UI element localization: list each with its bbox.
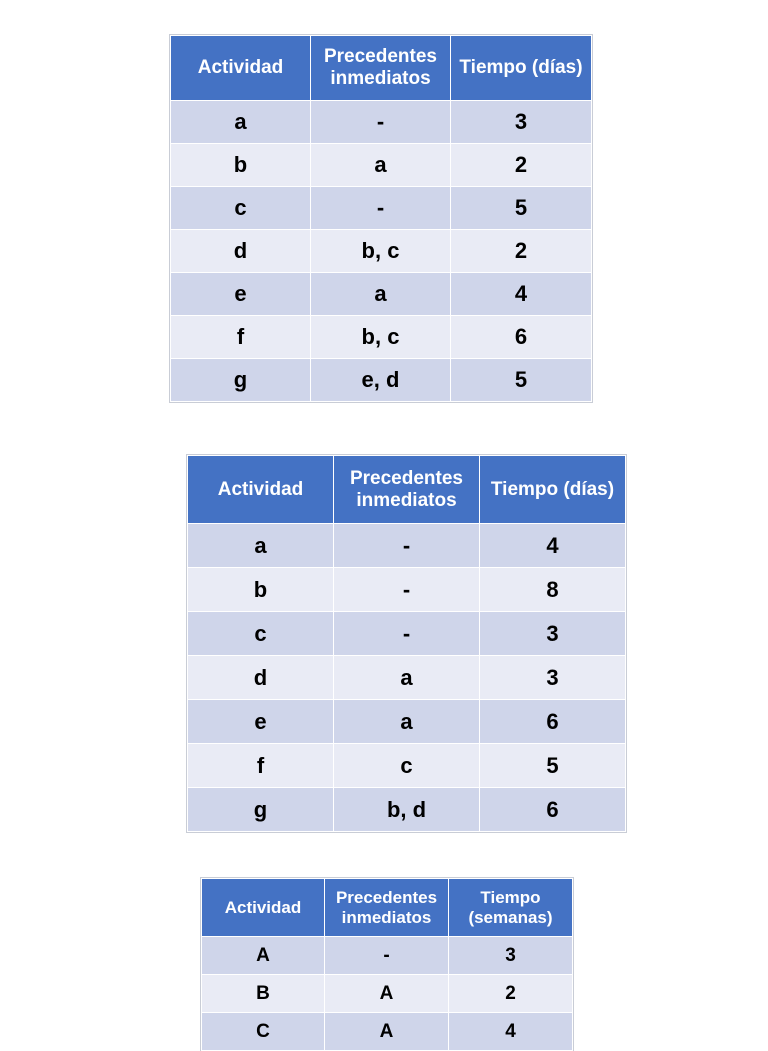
table-row — [188, 524, 626, 568]
cell-actividad: d — [188, 656, 334, 700]
table-row — [202, 937, 573, 975]
cell-actividad: g — [188, 788, 334, 832]
cell-precedentes: a — [334, 656, 480, 700]
cell-actividad: d — [171, 230, 311, 273]
cell-precedentes: e, d — [311, 359, 451, 402]
cell-actividad: f — [188, 744, 334, 788]
cell-precedentes: a — [311, 273, 451, 316]
cell-tiempo: 2 — [449, 975, 573, 1013]
activity-table-1 — [170, 35, 592, 402]
cell-tiempo: 2 — [451, 230, 592, 273]
column-header-actividad: Actividad — [188, 456, 334, 524]
table-row — [188, 788, 626, 832]
cell-actividad: e — [171, 273, 311, 316]
column-header-tiempo: Tiempo (semanas) — [449, 879, 573, 937]
cell-tiempo: 8 — [480, 568, 626, 612]
cell-tiempo: 4 — [451, 273, 592, 316]
cell-tiempo: 6 — [480, 700, 626, 744]
cell-tiempo: 3 — [451, 101, 592, 144]
table-row — [171, 187, 592, 230]
cell-actividad: a — [188, 524, 334, 568]
table-row — [171, 273, 592, 316]
cell-tiempo: 3 — [480, 612, 626, 656]
column-header-actividad: Actividad — [171, 36, 311, 101]
table-body — [188, 524, 626, 832]
cell-actividad: A — [202, 937, 325, 975]
cell-precedentes: - — [311, 101, 451, 144]
table-row — [188, 744, 626, 788]
cell-precedentes: - — [325, 937, 449, 975]
table-row — [171, 316, 592, 359]
cell-precedentes: A — [325, 975, 449, 1013]
cell-tiempo: 2 — [451, 144, 592, 187]
column-header-precedentes: Precedentes inmediatos — [311, 36, 451, 101]
cell-tiempo: 6 — [451, 316, 592, 359]
column-header-actividad: Actividad — [202, 879, 325, 937]
table-row — [171, 230, 592, 273]
cell-actividad: b — [188, 568, 334, 612]
cell-precedentes: - — [311, 187, 451, 230]
table-row — [188, 612, 626, 656]
cell-actividad: a — [171, 101, 311, 144]
cell-tiempo: 6 — [480, 788, 626, 832]
table-row — [171, 359, 592, 402]
column-header-precedentes: Precedentes inmediatos — [325, 879, 449, 937]
cell-actividad: c — [188, 612, 334, 656]
cell-actividad: f — [171, 316, 311, 359]
cell-actividad: c — [171, 187, 311, 230]
table-row — [171, 144, 592, 187]
table-row — [188, 656, 626, 700]
activity-table-2 — [187, 455, 626, 832]
table-body — [171, 101, 592, 402]
column-header-tiempo: Tiempo (días) — [451, 36, 592, 101]
activity-table-3 — [201, 878, 573, 1051]
cell-tiempo: 4 — [480, 524, 626, 568]
cell-precedentes: - — [334, 524, 480, 568]
table-header — [188, 456, 626, 524]
table-body — [202, 937, 573, 1051]
cell-precedentes: a — [334, 700, 480, 744]
table-row — [188, 700, 626, 744]
column-header-tiempo: Tiempo (días) — [480, 456, 626, 524]
cell-actividad: g — [171, 359, 311, 402]
cell-tiempo: 5 — [451, 359, 592, 402]
cell-precedentes: - — [334, 568, 480, 612]
cell-precedentes: c — [334, 744, 480, 788]
cell-precedentes: a — [311, 144, 451, 187]
cell-actividad: b — [171, 144, 311, 187]
cell-actividad: e — [188, 700, 334, 744]
table-row — [171, 101, 592, 144]
cell-actividad: B — [202, 975, 325, 1013]
table-row — [188, 568, 626, 612]
cell-precedentes: - — [334, 612, 480, 656]
column-header-precedentes: Precedentes inmediatos — [334, 456, 480, 524]
cell-precedentes: b, c — [311, 316, 451, 359]
cell-tiempo: 4 — [449, 1013, 573, 1051]
cell-tiempo: 5 — [480, 744, 626, 788]
table-header — [202, 879, 573, 937]
cell-tiempo: 3 — [480, 656, 626, 700]
cell-precedentes: A — [325, 1013, 449, 1051]
cell-tiempo: 5 — [451, 187, 592, 230]
table-row — [202, 1013, 573, 1051]
cell-tiempo: 3 — [449, 937, 573, 975]
cell-precedentes: b, d — [334, 788, 480, 832]
table-header — [171, 36, 592, 101]
cell-precedentes: b, c — [311, 230, 451, 273]
cell-actividad: C — [202, 1013, 325, 1051]
table-row — [202, 975, 573, 1013]
